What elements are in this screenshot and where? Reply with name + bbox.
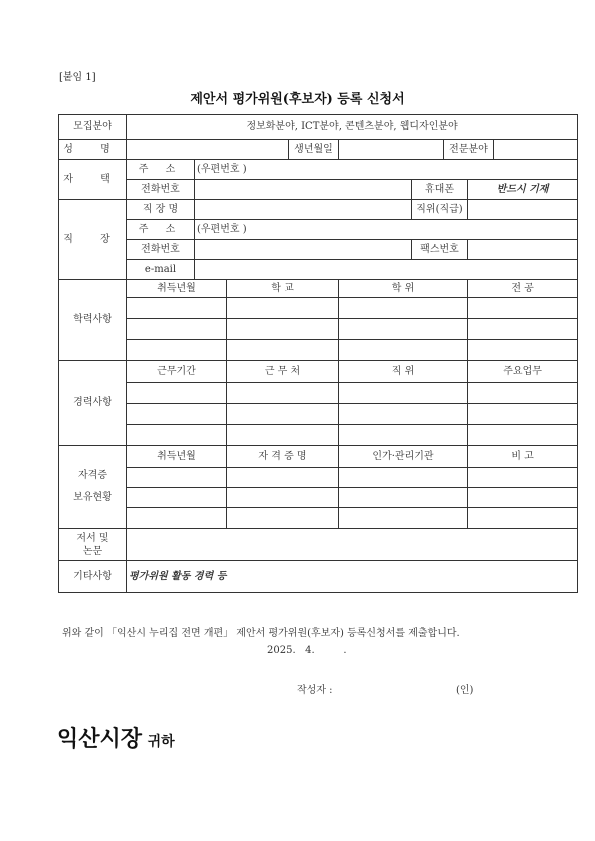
license-header: 비 고 <box>468 446 578 468</box>
license-cell[interactable] <box>127 508 227 529</box>
declaration-text: 위와 같이 「익산시 누리집 전면 개편」 제안서 평가위원(후보자) 등록신청서를 제출합니다. <box>62 628 460 639</box>
others-label: 기타사항 <box>59 561 127 593</box>
job-position-label: 직위(직급) <box>412 200 468 220</box>
publications-label <box>59 529 127 561</box>
publications-label-line1: 저서 및 <box>76 532 109 544</box>
career-cell[interactable] <box>468 383 578 404</box>
work-phone-label: 전화번호 <box>127 240 195 260</box>
name-label: 성 명 <box>59 140 127 160</box>
recruit-field-value: 정보화분야, ICT분야, 콘텐츠분야, 웹디자인분야 <box>127 115 578 140</box>
career-header: 근무기간 <box>127 361 227 383</box>
publications-field[interactable] <box>127 529 578 561</box>
license-label <box>59 446 127 529</box>
work-phone-field[interactable] <box>195 240 412 260</box>
career-cell[interactable] <box>339 425 468 446</box>
fax-label: 팩스번호 <box>412 240 468 260</box>
education-label: 학력사항 <box>59 280 127 361</box>
work-address-label: 주 소 <box>127 220 195 240</box>
company-name-field[interactable] <box>195 200 412 220</box>
education-cell[interactable] <box>468 319 578 340</box>
license-header: 자 격 증 명 <box>227 446 339 468</box>
license-cell[interactable] <box>468 468 578 488</box>
attachment-label: [붙임 1] <box>59 72 96 83</box>
specialty-label: 전문분야 <box>444 140 494 160</box>
application-form-table <box>58 114 578 593</box>
work-label: 직 장 <box>59 200 127 280</box>
form-title: 제안서 평가위원(후보자) 등록 신청서 <box>190 92 405 107</box>
education-header: 학 교 <box>227 280 339 298</box>
education-cell[interactable] <box>339 319 468 340</box>
recipient-name: 익산시장 <box>57 727 143 752</box>
career-cell[interactable] <box>127 404 227 425</box>
career-cell[interactable] <box>127 425 227 446</box>
birth-label: 생년월일 <box>289 140 339 160</box>
license-cell[interactable] <box>339 488 468 508</box>
home-address-field[interactable]: (우편번호 ) <box>195 160 578 180</box>
education-cell[interactable] <box>468 298 578 319</box>
recipient <box>57 722 175 753</box>
work-address-field[interactable]: (우편번호 ) <box>195 220 578 240</box>
career-cell[interactable] <box>339 383 468 404</box>
publications-label-line2: 논문 <box>82 545 103 557</box>
career-header: 주요업무 <box>468 361 578 383</box>
education-cell[interactable] <box>127 340 227 361</box>
education-cell[interactable] <box>127 319 227 340</box>
license-cell[interactable] <box>227 508 339 529</box>
career-cell[interactable] <box>227 383 339 404</box>
license-cell[interactable] <box>339 508 468 529</box>
career-cell[interactable] <box>127 383 227 404</box>
license-cell[interactable] <box>127 468 227 488</box>
education-header: 취득년월 <box>127 280 227 298</box>
email-label: e-mail <box>127 260 195 280</box>
home-phone-field[interactable] <box>195 180 412 200</box>
others-field[interactable]: 평가위원 활동 경력 등 <box>127 561 578 593</box>
name-field[interactable] <box>127 140 289 160</box>
education-header: 전 공 <box>468 280 578 298</box>
mobile-required-note[interactable]: 반드시 기재 <box>468 180 578 200</box>
education-cell[interactable] <box>227 319 339 340</box>
education-cell[interactable] <box>227 298 339 319</box>
fax-field[interactable] <box>468 240 578 260</box>
email-field[interactable] <box>195 260 578 280</box>
seal-label: (인) <box>456 685 474 696</box>
education-cell[interactable] <box>127 298 227 319</box>
education-header: 학 위 <box>339 280 468 298</box>
license-cell[interactable] <box>468 508 578 529</box>
recipient-suffix: 귀하 <box>147 734 175 750</box>
license-cell[interactable] <box>339 468 468 488</box>
home-address-label: 주 소 <box>127 160 195 180</box>
submission-date: 2025. 4. . <box>267 645 347 656</box>
job-position-field[interactable] <box>468 200 578 220</box>
license-cell[interactable] <box>227 468 339 488</box>
license-label-line2: 보유현황 <box>73 492 112 503</box>
mobile-label: 휴대폰 <box>412 180 468 200</box>
career-cell[interactable] <box>468 404 578 425</box>
license-header: 인가·관리기관 <box>339 446 468 468</box>
recruit-field-label: 모집분야 <box>59 115 127 140</box>
education-cell[interactable] <box>468 340 578 361</box>
license-header: 취득년월 <box>127 446 227 468</box>
career-header: 직 위 <box>339 361 468 383</box>
education-cell[interactable] <box>339 340 468 361</box>
career-header: 근 무 처 <box>227 361 339 383</box>
specialty-field[interactable] <box>494 140 578 160</box>
career-cell[interactable] <box>468 425 578 446</box>
education-cell[interactable] <box>339 298 468 319</box>
career-cell[interactable] <box>227 404 339 425</box>
license-cell[interactable] <box>127 488 227 508</box>
license-cell[interactable] <box>227 488 339 508</box>
career-cell[interactable] <box>227 425 339 446</box>
birth-field[interactable] <box>339 140 444 160</box>
author-label: 작성자 : <box>297 685 333 696</box>
career-cell[interactable] <box>339 404 468 425</box>
company-name-label: 직 장 명 <box>127 200 195 220</box>
home-label: 자 택 <box>59 160 127 200</box>
career-label: 경력사항 <box>59 361 127 446</box>
license-label-line1: 자격증 <box>78 470 107 481</box>
license-cell[interactable] <box>468 488 578 508</box>
education-cell[interactable] <box>227 340 339 361</box>
home-phone-label: 전화번호 <box>127 180 195 200</box>
